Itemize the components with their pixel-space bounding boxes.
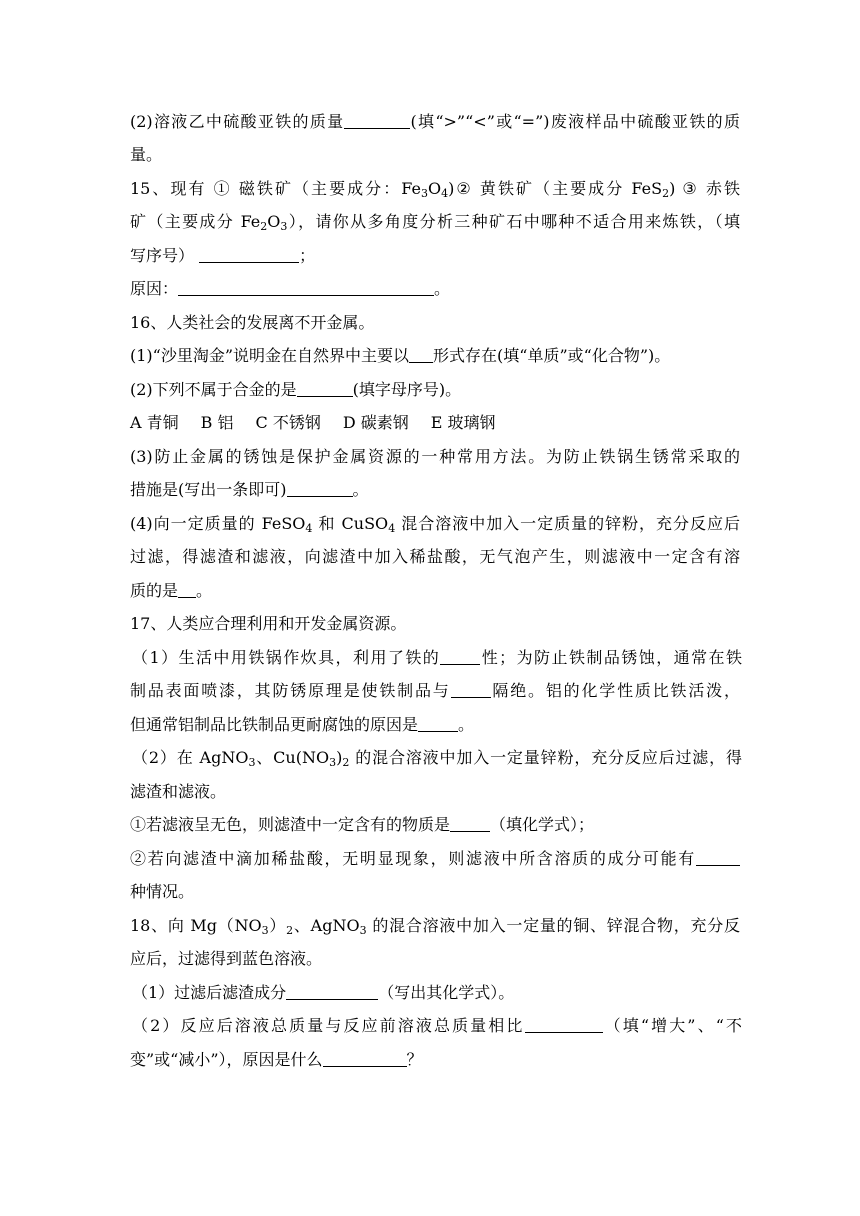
answer-blank[interactable] bbox=[418, 715, 458, 732]
subscript: 4 bbox=[388, 522, 396, 535]
q16-text: 质的是 bbox=[130, 581, 179, 600]
q16-part4-line2 bbox=[130, 547, 740, 567]
q15-line2 bbox=[130, 212, 740, 232]
subscript: 2 bbox=[286, 924, 294, 937]
q16-text: 措施是(写出一条即可) bbox=[130, 480, 287, 499]
subscript: 2 bbox=[260, 220, 268, 233]
q17-text: 性；为防止铁制品锈蚀，通常在铁 bbox=[480, 648, 742, 667]
q18-text: 应后，过滤得到蓝色溶液。 bbox=[130, 949, 323, 968]
answer-blank[interactable] bbox=[286, 983, 378, 1000]
answer-blank[interactable] bbox=[696, 849, 740, 866]
q16-part3-line1 bbox=[130, 447, 740, 467]
q17-text: 17、人类应合理利用和开发金属资源。 bbox=[130, 614, 407, 633]
q14-text: (2)溶液乙中硫酸亚铁的质量 bbox=[130, 112, 345, 131]
q16-text: (3)防止金属的锈蚀是保护金属资源的一种常用方法。为防止铁锅生锈常采取的 bbox=[130, 447, 740, 466]
q17-text: 滤渣和滤液。 bbox=[130, 782, 227, 801]
q15-text: O bbox=[267, 212, 281, 231]
option-c: C 不锈钢 bbox=[255, 413, 321, 432]
answer-blank[interactable] bbox=[199, 246, 299, 263]
subscript: 2 bbox=[662, 187, 670, 200]
q18-text: 变”或“减小”），原因是什么 bbox=[130, 1050, 323, 1069]
q15-line4 bbox=[130, 279, 740, 299]
q15-text: 。 bbox=[434, 279, 451, 298]
q17-part2-line1 bbox=[132, 748, 742, 768]
q15-line1 bbox=[130, 179, 740, 199]
q16-text: 。 bbox=[196, 581, 213, 600]
q16-part4-line1 bbox=[130, 514, 740, 534]
q16-part2 bbox=[130, 380, 740, 400]
q16-text: (4)向一定质量的 FeSO bbox=[130, 514, 306, 533]
option-d: D 碳素钢 bbox=[342, 413, 409, 432]
q15-line3 bbox=[130, 246, 740, 266]
q17-part1-line2 bbox=[130, 681, 740, 701]
answer-blank[interactable] bbox=[450, 815, 490, 832]
q17-part1-line1 bbox=[132, 648, 742, 668]
q17-text: （2）在 AgNO bbox=[132, 748, 249, 767]
option-a: A 青铜 bbox=[130, 413, 179, 432]
q16-text: (1)“沙里淘金”说明金在自然界中主要以 bbox=[130, 346, 410, 365]
q16-text: 过滤，得滤渣和滤液，向滤渣中加入稀盐酸，无气泡产生，则滤液中一定含有溶 bbox=[130, 547, 740, 566]
subscript: 2 bbox=[342, 756, 350, 769]
q16-text: 。 bbox=[352, 480, 369, 499]
q17-text: 种情况。 bbox=[130, 882, 195, 901]
subscript: 3 bbox=[420, 187, 428, 200]
q15-text: ），请你从多角度分析三种矿石中哪种不适合用来炼铁，（填 bbox=[287, 212, 740, 231]
answer-blank[interactable] bbox=[440, 648, 480, 665]
option-e: E 玻璃钢 bbox=[430, 413, 496, 432]
q16-part3-line2 bbox=[130, 480, 740, 500]
q17-text: 。 bbox=[458, 715, 475, 734]
subscript: 4 bbox=[441, 187, 449, 200]
q16-text: 混合溶液中加入一定质量的锌粉，充分反应后 bbox=[395, 514, 740, 533]
answer-blank[interactable] bbox=[287, 480, 353, 497]
answer-blank[interactable] bbox=[323, 1050, 407, 1067]
q16-text: (2)下列不属于合金的是 bbox=[130, 380, 297, 399]
option-b: B 铝 bbox=[200, 413, 234, 432]
answer-blank[interactable] bbox=[525, 1016, 603, 1033]
q16-text: (填字母序号)。 bbox=[352, 380, 462, 399]
q18-text: ） bbox=[268, 916, 287, 935]
q16-title bbox=[130, 313, 740, 333]
subscript: 3 bbox=[280, 220, 288, 233]
answer-blank[interactable] bbox=[178, 581, 196, 598]
q15-text: 原因： bbox=[130, 279, 179, 298]
answer-blank[interactable] bbox=[344, 112, 410, 129]
q17-part2-sub2-line1 bbox=[130, 849, 740, 869]
q16-text: 和 CuSO bbox=[312, 514, 389, 533]
q17-text: ) bbox=[336, 748, 343, 767]
q16-part4-line3 bbox=[130, 581, 740, 601]
q17-part2-sub2-line2 bbox=[130, 882, 740, 902]
q15-text: 写序号） bbox=[130, 246, 195, 265]
q18-text: 、AgNO bbox=[293, 916, 360, 935]
q17-text: 但通常铝制品比铁制品更耐腐蚀的原因是 bbox=[130, 715, 419, 734]
subscript: 3 bbox=[248, 756, 256, 769]
q16-options bbox=[130, 413, 740, 433]
q15-text: )② 黄铁矿（主要成分 FeS bbox=[448, 179, 663, 198]
q17-text: ①若滤液呈无色，则滤渣中一定含有的物质是 bbox=[130, 815, 451, 834]
subscript: 3 bbox=[359, 924, 367, 937]
q18-line2 bbox=[130, 949, 740, 969]
q15-text: 15、现有 ① 磁铁矿（主要成分：Fe bbox=[130, 179, 421, 198]
q17-text: 制品表面喷漆，其防锈原理是使铁制品与 bbox=[130, 681, 451, 700]
q15-text: 矿（主要成分 Fe bbox=[130, 212, 261, 231]
q18-text: ？ bbox=[406, 1050, 423, 1069]
q17-part2-line2 bbox=[130, 782, 740, 802]
q14-text: 量。 bbox=[130, 145, 163, 164]
subscript: 4 bbox=[305, 522, 313, 535]
q18-text: （填“增大”、“不 bbox=[602, 1016, 742, 1035]
q14-part2-line1 bbox=[130, 112, 740, 132]
q18-text: （1）过滤后滤渣成分 bbox=[132, 983, 287, 1002]
q18-line1 bbox=[130, 916, 740, 936]
q15-text: ； bbox=[299, 246, 316, 265]
answer-blank[interactable] bbox=[409, 346, 433, 363]
q17-text: 的混合溶液中加入一定量锌粉，充分反应后过滤，得 bbox=[349, 748, 743, 767]
q17-text: （填化学式）； bbox=[490, 815, 595, 834]
q18-part2-line1 bbox=[132, 1016, 742, 1036]
q17-text: 、Cu(NO bbox=[255, 748, 330, 767]
q17-title bbox=[130, 614, 740, 634]
q18-part1 bbox=[132, 983, 742, 1003]
subscript: 3 bbox=[261, 924, 269, 937]
q17-text: 隔绝。铝的化学性质比铁活泼， bbox=[490, 681, 740, 700]
subscript: 3 bbox=[329, 756, 337, 769]
answer-blank[interactable] bbox=[297, 380, 353, 397]
q14-part2-line2 bbox=[130, 145, 740, 165]
q16-part1 bbox=[130, 346, 740, 366]
q16-text: 形式存在(填“单质”或“化合物”)。 bbox=[433, 346, 671, 365]
q15-text: ) ③ 赤铁 bbox=[669, 179, 741, 198]
q18-text: （写出其化学式）。 bbox=[378, 983, 515, 1002]
q18-part2-line2 bbox=[130, 1050, 740, 1070]
q18-text: 的混合溶液中加入一定量的铜、锌混合物，充分反 bbox=[366, 916, 740, 935]
answer-blank[interactable] bbox=[451, 681, 491, 698]
q14-text: (填“>”“<”或“=”)废液样品中硫酸亚铁的质 bbox=[410, 112, 740, 131]
q17-part2-sub1 bbox=[130, 815, 740, 835]
q15-text: O bbox=[427, 179, 442, 198]
q17-text: （1）生活中用铁锅作炊具，利用了铁的 bbox=[132, 648, 441, 667]
q17-text: ②若向滤渣中滴加稀盐酸，无明显现象，则滤液中所含溶质的成分可能有 bbox=[130, 849, 696, 868]
q16-text: 16、人类社会的发展离不开金属。 bbox=[130, 313, 375, 332]
q18-text: （2）反应后溶液总质量与反应前溶液总质量相比 bbox=[132, 1016, 525, 1035]
q17-part1-line3 bbox=[130, 715, 740, 735]
q18-text: 18、向 Mg（NO bbox=[130, 916, 262, 935]
answer-blank[interactable] bbox=[178, 279, 434, 296]
